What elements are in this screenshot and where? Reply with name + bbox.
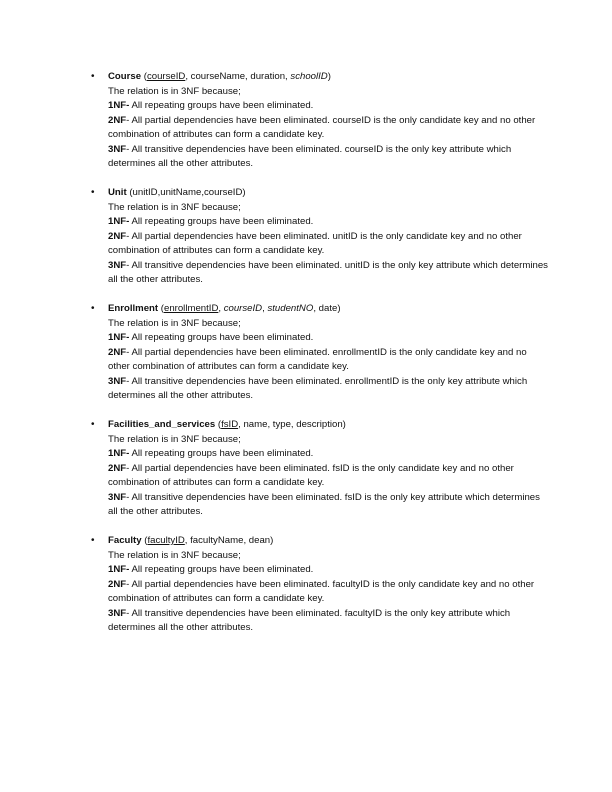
bullet: • bbox=[91, 187, 95, 198]
attribute-list: ) bbox=[327, 71, 331, 82]
normal-form-status: The relation is in 3NF because; bbox=[108, 549, 241, 561]
second-normal-form-note bbox=[108, 230, 550, 259]
bullet: • bbox=[91, 419, 95, 430]
second-normal-form-note bbox=[108, 346, 550, 375]
first-normal-form-note bbox=[108, 215, 550, 230]
nf3-text: - All transitive dependencies have been eliminated. unitID is the only key attribute which determines all the other attributes. bbox=[108, 259, 548, 285]
third-normal-form-note bbox=[108, 259, 550, 288]
nf1-label: 1NF- bbox=[108, 564, 130, 575]
relation-heading: Facilities_and_services (fsID, name, type, description) bbox=[108, 419, 346, 430]
relation-faculty bbox=[90, 534, 550, 636]
nf2-text: - All partial dependencies have been eliminated. enrollmentID is the only candidate key and no other combination of attributes can form a candidate key. bbox=[108, 346, 527, 372]
attribute-list: , bbox=[218, 303, 224, 314]
foreign-key: courseID bbox=[223, 303, 263, 314]
nf3-label: 3NF bbox=[108, 143, 127, 155]
relation-facilities-and-services bbox=[90, 418, 550, 520]
attribute-list: unitID,unitName,courseID) bbox=[132, 187, 246, 198]
nf3-text: - All transitive dependencies have been eliminated. enrollmentID is the only key attribute which determines all the other attributes. bbox=[108, 375, 528, 401]
bullet: • bbox=[91, 535, 95, 546]
nf3-label: 3NF bbox=[108, 375, 127, 387]
nf1-text: All repeating groups have been eliminated. bbox=[129, 100, 314, 111]
nf1-text: All repeating groups have been eliminated. bbox=[129, 448, 314, 459]
foreign-key: schoolID bbox=[290, 71, 328, 82]
normal-form-status: The relation is in 3NF because; bbox=[108, 201, 241, 213]
attribute-list: , bbox=[262, 303, 268, 314]
nf3-label: 3NF bbox=[108, 259, 127, 271]
nf2-label: 2NF bbox=[108, 462, 127, 474]
third-normal-form-note bbox=[108, 375, 550, 404]
second-normal-form-note bbox=[108, 578, 550, 607]
nf3-label: 3NF bbox=[108, 607, 127, 619]
nf2-label: 2NF bbox=[108, 114, 127, 126]
nf1-text: All repeating groups have been eliminated. bbox=[129, 332, 314, 343]
bullet: • bbox=[91, 71, 95, 82]
nf1-text: All repeating groups have been eliminated. bbox=[129, 564, 314, 575]
primary-key: facultyID bbox=[147, 535, 185, 546]
first-normal-form-note bbox=[108, 99, 550, 114]
nf1-label: 1NF- bbox=[108, 100, 130, 111]
relation-name: Faculty bbox=[108, 535, 142, 546]
primary-key: enrollmentID bbox=[163, 303, 219, 314]
document-page bbox=[90, 70, 550, 650]
nf2-label: 2NF bbox=[108, 230, 127, 242]
nf2-text: - All partial dependencies have been eliminated. unitID is the only candidate key and no other combination of attributes can form a candidate key. bbox=[108, 230, 522, 256]
normal-form-status: The relation is in 3NF because; bbox=[108, 433, 241, 445]
nf2-text: - All partial dependencies have been eliminated. courseID is the only candidate key and no other combination of attributes can form a candidate key. bbox=[108, 114, 536, 140]
nf1-label: 1NF- bbox=[108, 448, 130, 459]
third-normal-form-note bbox=[108, 491, 550, 520]
foreign-key: studentNO bbox=[267, 303, 314, 314]
nf3-text: - All transitive dependencies have been eliminated. facultyID is the only key attribute which determines all the other attributes. bbox=[108, 607, 511, 633]
normal-form-status: The relation is in 3NF because; bbox=[108, 85, 241, 97]
relation-enrollment bbox=[90, 302, 550, 404]
nf3-text: - All transitive dependencies have been eliminated. fsID is the only key attribute which determines all the other attributes. bbox=[108, 491, 540, 517]
first-normal-form-note bbox=[108, 331, 550, 346]
first-normal-form-note bbox=[108, 447, 550, 462]
relation-heading: Enrollment (enrollmentID, courseID, studentNO, date) bbox=[108, 303, 341, 314]
relation-name: Enrollment bbox=[108, 303, 159, 314]
bullet: • bbox=[91, 303, 95, 314]
relation-course bbox=[90, 70, 550, 172]
nf2-label: 2NF bbox=[108, 578, 127, 590]
attribute-list: , courseName, duration, bbox=[185, 71, 291, 82]
relation-heading: Unit (unitID,unitName,courseID) bbox=[108, 187, 246, 198]
nf2-text: - All partial dependencies have been eliminated. facultyID is the only candidate key and no other combination of attributes can form a candidate key. bbox=[108, 578, 535, 604]
nf1-text: All repeating groups have been eliminated. bbox=[129, 216, 314, 227]
second-normal-form-note bbox=[108, 114, 550, 143]
normal-form-status: The relation is in 3NF because; bbox=[108, 317, 241, 329]
relation-heading: Faculty (facultyID, facultyName, dean) bbox=[108, 535, 274, 546]
relation-name: Facilities_and_services bbox=[108, 419, 216, 430]
attribute-list: , date) bbox=[313, 303, 341, 314]
nf1-label: 1NF- bbox=[108, 216, 130, 227]
first-normal-form-note bbox=[108, 563, 550, 578]
relation-heading: Course (courseID, courseName, duration, schoolID) bbox=[108, 71, 331, 82]
relation-name: Unit bbox=[108, 187, 127, 198]
second-normal-form-note bbox=[108, 462, 550, 491]
relation-name: Course bbox=[108, 71, 142, 82]
nf3-label: 3NF bbox=[108, 491, 127, 503]
attribute-list: , facultyName, dean) bbox=[184, 535, 274, 546]
nf1-label: 1NF- bbox=[108, 332, 130, 343]
attribute-list: , name, type, description) bbox=[238, 419, 346, 430]
nf2-label: 2NF bbox=[108, 346, 127, 358]
nf3-text: - All transitive dependencies have been eliminated. courseID is the only key attribute which determines all the other attributes. bbox=[108, 143, 512, 169]
third-normal-form-note bbox=[108, 607, 550, 636]
relation-unit bbox=[90, 186, 550, 288]
nf2-text: - All partial dependencies have been eliminated. fsID is the only candidate key and no other combination of attributes can form a candidate key. bbox=[108, 462, 514, 488]
primary-key: courseID bbox=[146, 71, 186, 82]
primary-key: fsID bbox=[221, 419, 239, 430]
third-normal-form-note bbox=[108, 143, 550, 172]
